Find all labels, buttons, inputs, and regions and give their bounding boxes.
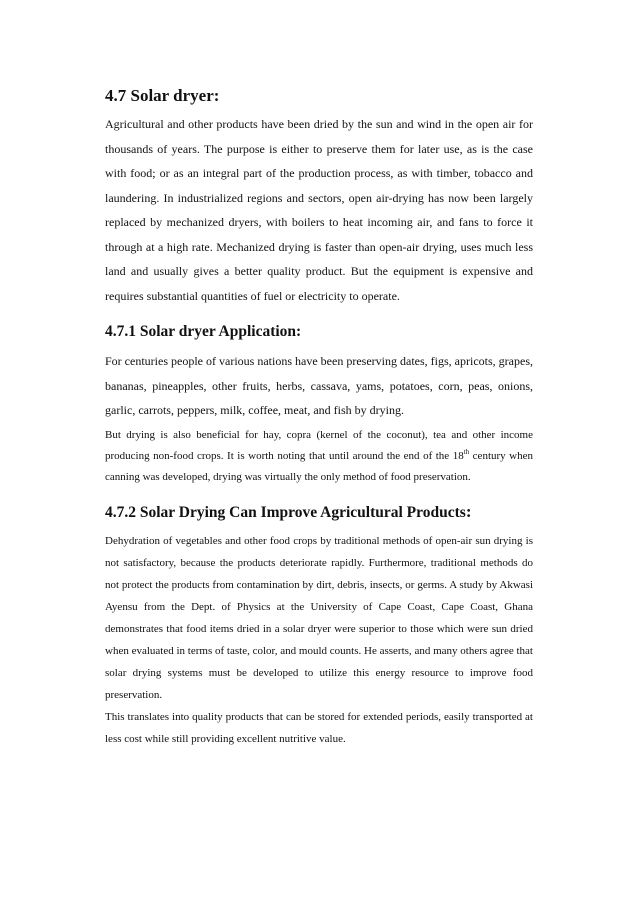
- heading-solar-dryer-application: 4.7.1 Solar dryer Application:: [105, 323, 302, 340]
- paragraph-quality-products: This translates into quality products that can be stored for extended periods, easily transported at less cost while still providing excellent nutritive value.: [105, 710, 533, 745]
- paragraph-drying-history: For centuries people of various nations have been preserving dates, figs, apricots, grapes, bananas, pineapples, other fruits, herbs, cassava, yams, potatoes, corn, peas, onions, garlic, carrots, peppers, milk, coffee, meat, and fish by drying.: [105, 354, 533, 417]
- non-food-crops-text-end: century when canning was developed, drying was virtually the only method of food preservation.: [105, 449, 533, 483]
- heading-improve-text: 4.7.2 Solar Drying Can Improve Agricultural Products: [105, 503, 466, 521]
- page-content: [105, 80, 533, 750]
- heading-colon: :: [465, 501, 472, 521]
- paragraph-non-food-crops: [105, 425, 533, 488]
- heading-solar-dryer: 4.7 Solar dryer:: [105, 86, 220, 105]
- heading-improve-agricultural-products: [105, 502, 533, 523]
- non-food-crops-text-start: But drying is also beneficial for hay, copra (kernel of the coconut), tea and other income producing non-food crops. It is worth noting that until around the end of the 18: [105, 428, 533, 462]
- ordinal-suffix: th: [463, 447, 470, 456]
- paragraph-dehydration: Dehydration of vegetables and other food crops by traditional methods of open-air sun drying is not satisfactory, because the products deteriorate rapidly. Furthermore, traditional methods do not protect the products from contamination by dirt, debris, insects, or germs. A study by Akwasi Ayensu from the Dept. of Physics at the University of Cape Coast, Cape Coast, Ghana demonstrates that food items dried in a solar dryer were superior to those which were sun dried when evaluated in terms of taste, color, and mould counts. He asserts, and many others agree that solar drying systems must be developed to utilize this energy resource to improve food preservation.: [105, 534, 533, 701]
- paragraph-solar-dryer-intro: Agricultural and other products have been dried by the sun and wind in the open air for thousands of years. The purpose is either to preserve them for later use, as is the case with food; or as an integral part of the production process, as with timber, tobacco and laundering. In industrialized regions and sectors, open air-drying has now been largely replaced by mechanized dryers, with boilers to heat incoming air, and fans to force it through at a high rate. Mechanized drying is faster than open-air drying, uses much less land and usually gives a better quality product. But the equipment is expensive and requires substantial quantities of fuel or electricity to operate.: [105, 117, 533, 303]
